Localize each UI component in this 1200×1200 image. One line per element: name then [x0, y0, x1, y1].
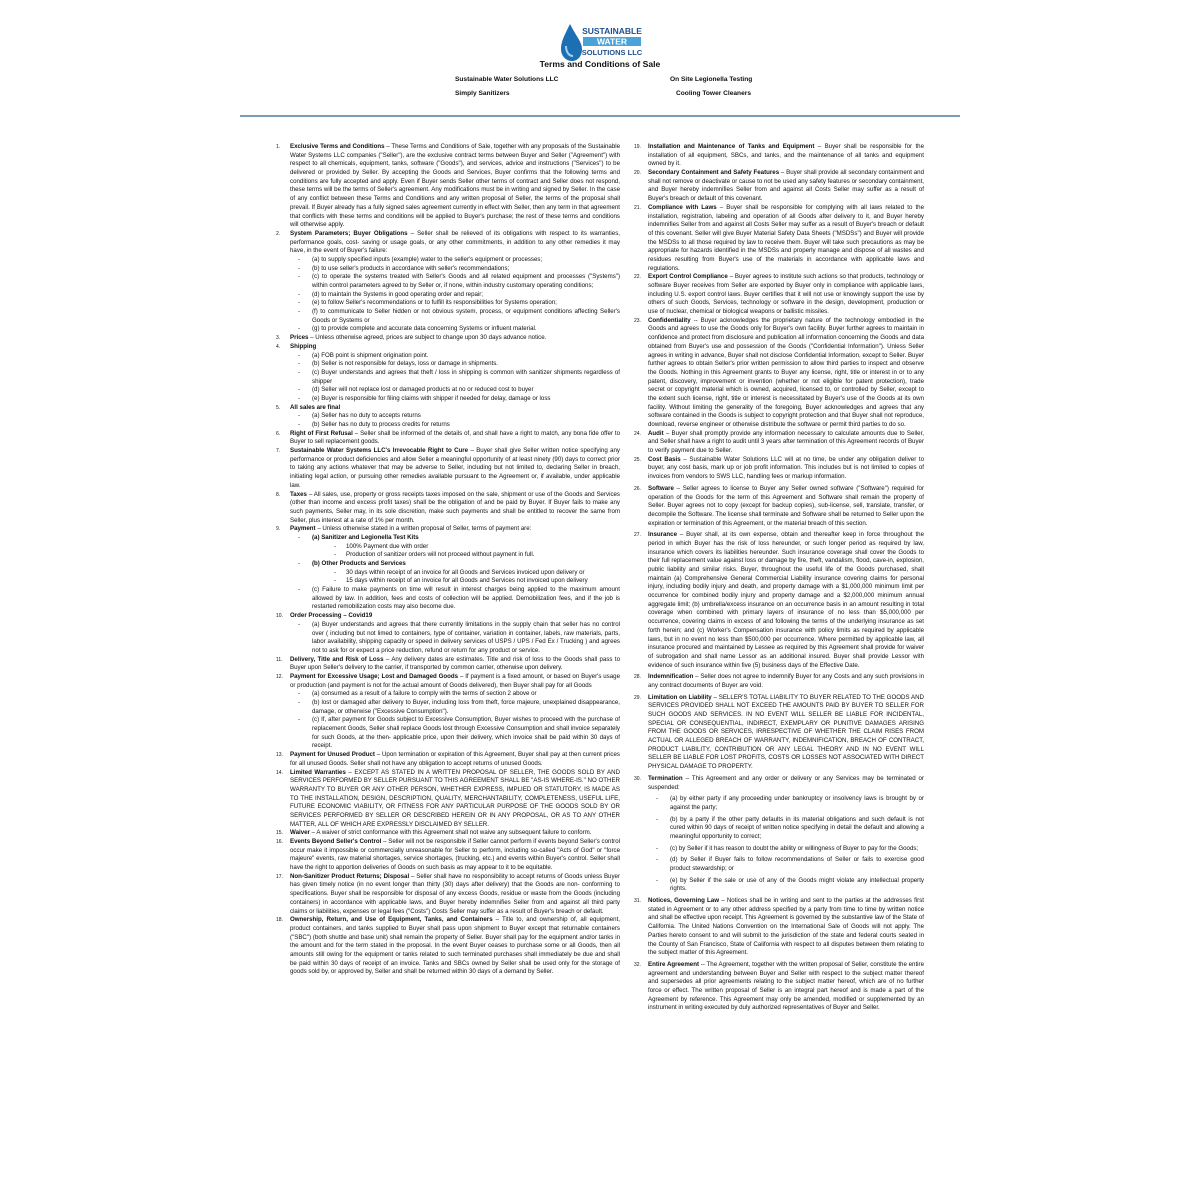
clause	[276, 916, 620, 977]
clause-bullet	[276, 386, 620, 395]
bullet-text: (b) Seller is not responsible for delays, loss or damage in shipments.	[312, 360, 499, 368]
clause-text: – Title to, and ownership of, all equipment, product containers, and tanks supplied to Buyer shall pass upon shipment to Buyer except that returnable containers ("SBC") (both shuttle and base unit) shall remain the property of Seller. Buyer shall pay for the equipment and/or tanks in the amount and for the term stated in the proposal. In the event Buyer ceases to purchase some or all Goods, then all amounts still owing for the equipment or tanks related to such terminated purchases shall immediately be due and shall be paid within 30 days of receipt of an invoice. Tanks and SBCs owned by Seller shall be used only for the storage of goods sold by, or approved by, Seller and shall be returned within 30 days of a demand by Seller.	[290, 916, 620, 976]
clause-number: 14.	[276, 769, 283, 776]
clause-number: 22.	[634, 274, 641, 281]
clause	[634, 204, 924, 274]
clause	[634, 317, 924, 430]
clause-title: Termination	[648, 774, 683, 782]
clause-body	[290, 230, 620, 256]
clause-title: Ownership, Return, and Use of Equipment, Tanks, and Containers	[290, 916, 493, 924]
clause	[276, 525, 620, 534]
clause-number: 6.	[276, 430, 281, 437]
clause-text: – Buyer shall give Seller written notice specifying any performance or product deficiencies and allow Seller a meaningful opportunity of at least ninety (90) days to correct prior to taking any actions whatever that may be adverse to Seller, including but not limited to, declaring Seller in breach, initiating legal action, or pursuing other remedies available pursuant to the Agreement or, if available, under applicable law.	[290, 447, 620, 489]
clause-bullet	[276, 265, 620, 274]
clause-title: Prices	[290, 334, 309, 342]
clause-bullet	[276, 621, 620, 656]
clause-title: Waiver	[290, 829, 310, 837]
clause-bullet	[276, 690, 620, 699]
clause	[276, 447, 620, 490]
clause-number: 21.	[634, 204, 641, 211]
clause	[276, 343, 620, 352]
clause-title: Entire Agreement	[648, 960, 700, 968]
clause-text: – Seller does not agree to indemnify Buyer for any Costs and any such provisions in any contract documents of Buyer are void.	[648, 673, 924, 689]
clause-title: Shipping	[290, 342, 317, 350]
bullet-text: (c) by Seller if it has reason to doubt the ability or willingness of Buyer to pay for the Goods;	[670, 844, 919, 852]
clause-text: – Buyer shall provide all secondary containment and shall not remove or deactivate or cause to not be used any safety features or secondary containment, and Buyer hereby indemnifies Seller from and against all Costs Seller may suffer as a result of Buyer's breach or default of this covenant.	[648, 169, 924, 203]
clause-text: – Upon termination or expiration of this Agreement, Buyer shall pay at then current prices for all unused Goods. Seller shall not have any obligation to accept returns of unused Goods.	[290, 751, 620, 767]
clause-body	[648, 204, 924, 274]
clause-text: – Buyer shall be responsible for the installation of all equipment, SBCs, and tanks, and the maintenance of all tanks and equipment owned by it.	[648, 143, 924, 168]
bullet-text: (c) Failure to make payments on time will result in interest charges being applied to the maximum amount allowed by law. In addition, fees and costs of collection will be applied. Demobilization fees, and if the job is restarted remobilization costs may also become due.	[312, 586, 620, 611]
clause-bullet	[276, 534, 620, 543]
clause	[276, 334, 620, 343]
clause-body	[290, 751, 620, 768]
clause-title: Payment for Excessive Usage; Lost and Damaged Goods	[290, 672, 459, 680]
clause-text: – All sales, use, property or gross receipts taxes imposed on the sale, shipment or use of the Goods and Services (other than income and excess profit taxes) shall be the obligation of and be paid by Buyer. If Buyer fails to make any such payments, Seller may, in its sole discretion, make such payments and shall be entitled to recover the same from Seller, plus interest at a rate of 1% per month.	[290, 490, 620, 524]
clause-bullet	[276, 699, 620, 716]
clause-title: Notices, Governing Law	[648, 897, 719, 905]
clause	[276, 430, 620, 447]
clause-bullet	[276, 273, 620, 290]
bullet-text: (d) Seller will not replace lost or damaged products at no or reduced cost to buyer	[312, 386, 534, 394]
clause	[634, 673, 924, 690]
bullet-text: (b) to use seller's products in accordance with seller's recommendations;	[312, 264, 510, 272]
clause-body	[290, 873, 620, 916]
clause-body	[290, 404, 620, 413]
clause	[634, 273, 924, 316]
clause-text: -- The Agreement, together with the written proposal of Seller, constitute the entire agreement and understanding between Buyer and Seller with respect to the subject matter thereof and supersedes all prior agreements relating to the subject matter hereof, which are of no further force or effect. The written proposal of Seller is an integral part hereof and is made a part of the Agreement by reference. This Agreement may only be amended, modified or supplemented by an instrument in writing executed by duly authorized representatives of Buyer and Seller.	[648, 960, 924, 1012]
logo-line-3: SOLUTIONS LLC	[581, 48, 643, 57]
clause-body	[648, 456, 924, 482]
clause-text: – This Agreement and any order or delivery or any Services may be terminated or suspended:	[648, 774, 924, 791]
clause-body	[648, 897, 924, 958]
clause-body	[648, 317, 924, 430]
clause-text: – Notices shall be in writing and sent to the parties at the addresses first stated in Agreement or to any other address specified by a party from time to time by written notice and shall be effective upon receipt. This Agreement is governed by the substantive law of the State of California. The United Nations Convention on the International Sale of Goods will not apply. The Parties hereto consent to and will submit to the jurisdiction of the state and federal courts seated in the County of San Francisco, State of California with respect to all disputes between them relating to the subject matter of this Agreement.	[648, 897, 924, 957]
clause-number: 1.	[276, 144, 281, 150]
clause-text: – Sustainable Water Solutions LLC will at no time, be under any obligation deliver to buyer, any cost basis, mark up or job profit information. This includes but is not limited to copies of invoices from vendors to SWS LLC, handling fees or markup information.	[648, 455, 924, 481]
clause	[634, 775, 924, 792]
clause-body	[648, 430, 924, 456]
clause-title: Limitation on Liability	[648, 693, 712, 701]
clause-number: 26.	[634, 485, 641, 492]
bullet-text: (e) Buyer is responsible for filing claims with shipper if needed for delay, damage or loss	[312, 394, 551, 402]
clause	[634, 430, 924, 456]
bullet-text: (e) by Seller if the sale or use of any of the Goods might violate any intellectual property rights.	[670, 876, 924, 893]
clause-text: – Buyer shall, at its own expense, obtain and thereafter keep in force throughout the period in which Buyer has the risk of loss hereunder, or such longer period as required by law, insurance which covers its liabilities hereunder. Such insurance coverage shall cover the Goods to their full replacement value against loss or damage by fire, theft, vandalism, flood, cave-in, explosion, public liability and similar risks. Buyer, throughout the useful life of the Goods purchased, shall maintain (a) Comprehensive General Commercial Liability insurance covering claims for personal injury, including bodily injury and death, and property damage with a $1,000,000 minimum limit per occurrence for combined bodily injury and property damage and a $2,000,000 minimum annual aggregate limit; (b) umbrella/excess insurance on an occurrence basis in an amount resulting in total coverage when combined with primary layers of insurance of no less than $5,000,000 per occurrence, covering claims in excess of and following the terms of the underlying insurance as set forth herein; and (c) Worker's Compensation insurance with policy limits as required by applicable laws, but in no event no less than $500,000 per occurrence. Where permitted by applicable law, all insurance procured and maintained by Lessee as required by this Agreement shall provide for waiver of subrogation and shall name Lessor as an additional insured. Buyer shall provide Lessor with evidence of such insurance within five (5) business days of the Effective Date.	[648, 531, 924, 669]
clause-title: Events Beyond Seller's Control	[290, 838, 382, 845]
clause-number: 32.	[634, 961, 641, 968]
clause-bullet	[276, 291, 620, 300]
clause-title: Limited Warranties	[290, 768, 346, 776]
bullet-text: (c) Buyer understands and agrees that theft / loss in shipping is common with sanitizer shipments regardless of shipper	[312, 368, 620, 385]
clause	[634, 531, 924, 670]
clause-body	[648, 961, 924, 1013]
clause	[634, 143, 924, 169]
clause-title: Non-Sanitizer Product Returns; Disposal	[290, 872, 410, 880]
clause-body	[290, 612, 620, 621]
clause-body	[290, 916, 620, 977]
clause-body	[290, 447, 620, 490]
clause-title: Payment for Unused Product	[290, 751, 375, 759]
clause-text: – Seller shall be relieved of its obligations with respect to its warranties, performance goals, cost- saving or usage goals, or any other commitments, in addition to any other remedies it may have, in the event of Buyer's failure:	[290, 229, 620, 255]
clause	[634, 485, 924, 528]
clause-bullet	[276, 352, 620, 361]
bullet-text: (c) If, after payment for Goods subject to Excessive Consumption, Buyer wishes to proceed with the purchase of replacement Goods, Seller shall replace Goods lost through Excessive Consumption and shall invoice separately for such Goods, at the then- applicable price, upon their delivery, which invoice shall be paid within 30 days of receipt.	[312, 716, 620, 750]
bullet-text: (e) to follow Seller's recommendations or to fulfill its responsibilities for Systems operation;	[312, 299, 557, 307]
division-simply-sanitizers: Simply Sanitizers	[455, 90, 510, 97]
clause-bullet	[634, 845, 924, 854]
clause-bullet	[276, 256, 620, 265]
clause	[276, 829, 620, 838]
bullet-text: (c) to operate the systems treated with Seller's Goods and all related equipment and processes ("Systems") within control parameters agreed to by Seller or, if none, within industry customary operating conditions;	[312, 273, 620, 289]
clause-bullet	[276, 586, 620, 612]
clause-sub-bullet: - 100% Payment due with order	[276, 543, 620, 552]
bullet-text: (b) by a party if the other party defaults in its material obligations and such default is not cured within 90 days of receipt of written notice specifying in detail the default and allowing a meaningful opportunity to correct;	[670, 815, 924, 840]
clause-text: – Seller agrees to license to Buyer any Seller owned software ("Software") required for operation of the Goods for the term of this Agreement and Software shall remain the property of Seller. Buyer agrees not to copy (except for backup copies), sub-license, sell, translate, transfer, or decompile the Software. The license shall terminate and Software shall be returned to Seller upon the expiration or termination of this Agreement, or the material breach of this section.	[648, 484, 924, 527]
clause-number: 7.	[276, 448, 281, 455]
clause	[276, 769, 620, 830]
clause-text: – Unless otherwise stated in a written proposal of Seller, terms of payment are:	[315, 525, 532, 533]
clause-bullet	[634, 877, 924, 894]
clause	[276, 873, 620, 916]
bullet-text: (b) lost or damaged after delivery to Buyer, including loss from theft, force majeure, unexplained disappearance, damage, or otherwise ("Excessive Consumption").	[312, 699, 620, 715]
clause-body	[648, 485, 924, 528]
clause	[634, 456, 924, 482]
clause-number: 25.	[634, 456, 641, 463]
clause-text: – Unless otherwise agreed, prices are subject to change upon 30 days advance notice.	[308, 334, 547, 342]
clause-body	[290, 334, 620, 343]
clause-title: Taxes	[290, 490, 307, 498]
clause-number: 19.	[634, 144, 641, 150]
clause-sub-bullet: - Production of sanitizer orders will not proceed without payment in full.	[276, 551, 620, 560]
bullet-text: (a) by either party if any proceeding under bankruptcy or insolvency laws is brought by or against the party;	[670, 795, 924, 811]
clause-text: – A waiver of strict conformance with this Agreement shall not waive any subsequent failure to conform.	[309, 829, 592, 837]
clause-body	[290, 525, 620, 534]
clause-sub-bullet: - 15 days within receipt of an invoice for all Goods and Services not invoiced upon delivery	[276, 577, 620, 586]
clause-body	[648, 273, 924, 316]
clause	[276, 751, 620, 768]
clause-bullet	[276, 360, 620, 369]
clause-title: Cost Basis	[648, 455, 681, 463]
clause-body	[290, 829, 620, 838]
clause-body	[290, 656, 620, 673]
clause-number: 18.	[276, 917, 283, 924]
clause-title: System Parameters; Buyer Obligations	[290, 229, 408, 237]
clause-title: Software	[648, 484, 674, 492]
clause	[276, 404, 620, 413]
clause	[276, 143, 620, 230]
logo-line-2: WATER	[596, 36, 628, 47]
clause-text: -- Buyer acknowledges the proprietary nature of the technology embodied in the Goods and agrees to use the Goods only for Buyer's own facility. Buyer further agrees to maintain in confidence and protect from disclosure and publication all information concerning the Goods and data obtained from Buyer's use and possession of the Goods ("Confidential Information"). Unless Seller agrees in writing in advance, Buyer shall not disclose Confidential Information, except to Seller. Buyer further agrees to obtain Seller's prior written permission to allow third parties to inspect and observe the Goods. Nothing in this Agreement grants to Buyer any license, right, title or interest in or to any patent, discovery, improvement or invention (whether or not eligible for patent protection), trade secret or copyright material which is owned, acquired, licensed to, or controlled by Seller, except to the extent such license, right, title or interest is necessitated by Buyer's use of the Goods at its own facility. Without limiting the generality of the foregoing, Buyer acknowledges and agrees that any software contained in the Goods is subject to copyright protection and that Buyer shall not reproduce, download, reverse engineer or otherwise distribute the software or permit third parties to do so.	[648, 316, 924, 428]
company-logo	[560, 22, 644, 64]
clause-number: 9.	[276, 526, 281, 533]
clause-title: Delivery, Title and Risk of Loss	[290, 655, 384, 663]
clause-bullet	[276, 716, 620, 751]
clause-body	[290, 838, 620, 873]
bullet-text: (a) Sanitizer and Legionella Test Kits	[312, 533, 419, 541]
clause-text: – Seller will not be responsible if Seller cannot perform if events beyond Seller's control occur make it impossible or commercially unreasonable for Seller to perform, including so-called "Acts of God" or "force majeure" events, raw material shortages, service shortages, (trucking, etc.) and events within Buyer's control. Seller shall have the right to apportion deliveries of Goods on such basis as may appear to it to be equitable.	[290, 838, 620, 872]
clause	[276, 673, 620, 690]
clause-body	[290, 491, 620, 526]
clause-number: 13.	[276, 752, 283, 759]
clause-body	[290, 769, 620, 830]
clause	[634, 961, 924, 1013]
clause-title: Export Control Compliance	[648, 273, 728, 281]
clause	[276, 656, 620, 673]
bullet-text: (a) consumed as a result of a failure to comply with the terms of section 2 above or	[312, 690, 537, 698]
clause-bullet	[276, 325, 620, 334]
clause-title: Indemnification	[648, 673, 694, 681]
bullet-text: (a) Buyer understands and agrees that there currently limitations in the supply chain that seller has no control over ( including but not limed to containers, type of container, variation in container, labels, raw materials, parts, labor availability, shipping capacity or speed in delivery services of USPS / UPS / Fed Ex / Trucking ) and agrees not to ask for or expect a price reduction, refund or return for any product or service.	[312, 620, 620, 654]
clause-bullet	[276, 369, 620, 386]
clause-number: 20.	[634, 170, 641, 177]
clause-text: – These Terms and Conditions of Sale, together with any proposals of the Sustainable Water Systems LLC companies ("Seller"), are the exclusive contract terms between Buyer and Seller ("Agreement") with respect to all chemicals, equipment, tanks, software ("Goods"), and services, advice and instructions ("Services") to be delivered or provided by Seller. By accepting the Goods and Services, Buyer confirms that the following terms and conditions are fully accepted and apply. Even if Buyer sends Seller other terms of contract and Seller does not respond, these terms will be the terms of Seller's agreement. Any modifications must be in writing and signed by Seller. In the case of any conflict between these Terms and Conditions and any written proposal of Seller, the terms of the proposal shall prevail. If Buyer already has a fully signed sales agreement currently in effect with Seller, then any term in that agreement that conflicts with these terms and conditions will be applied to Buyer's purchase; the rest of these terms and conditions will otherwise apply.	[290, 143, 621, 229]
clause-body	[648, 775, 924, 792]
clause-title: Installation and Maintenance of Tanks and Equipment	[648, 143, 815, 150]
clause-text: – Any delivery dates are estimates. Title and risk of loss to the Goods shall pass to Buyer upon Seller's delivery to the carrier, if transported by common carrier, otherwise upon delivery.	[290, 655, 620, 672]
clause-body	[290, 673, 620, 690]
clause-bullet	[276, 395, 620, 404]
clause-number: 28.	[634, 674, 641, 681]
clause-bullet	[276, 299, 620, 308]
clause-body	[648, 694, 924, 772]
clause-title: Insurance	[648, 531, 678, 539]
bullet-text: (a) Seller has no duty to accepts returns	[312, 412, 421, 420]
clause-bullet	[276, 412, 620, 421]
clause-text: – Buyer shall promptly provide any information necessary to calculate amounts due to Seller, and Seller shall have a right to audit until 3 years after termination of this Agreement records of Buyer to verify payment due to Seller.	[648, 429, 924, 455]
clause-title: Order Processing – Covid19	[290, 612, 373, 620]
clause-number: 11.	[276, 656, 283, 663]
left-column	[276, 143, 620, 977]
bullet-text: (b) Seller has no duty to process credits for returns	[312, 421, 450, 428]
clause-number: 27.	[634, 532, 641, 539]
service-legionella-testing: On Site Legionella Testing	[670, 76, 753, 83]
service-cooling-tower-cleaners: Cooling Tower Cleaners	[676, 90, 751, 97]
clause-number: 2.	[276, 230, 281, 237]
bullet-text: (a) to supply specified inputs (example) water to the seller's equipment or processes;	[312, 255, 543, 263]
clause-title: Confidentiality	[648, 316, 691, 324]
bullet-text: (d) to maintain the Systems in good operating order and repair;	[312, 290, 484, 298]
clause-number: 29.	[634, 694, 641, 701]
clause-title: Audit	[648, 429, 664, 437]
clause-bullet	[276, 308, 620, 325]
clause-bullet	[634, 816, 924, 842]
bullet-text: (f) to communicate to Seller hidden or not obvious system, process, or equipment conditions affecting Seller's Goods or Systems or	[312, 308, 620, 324]
bullet-text: (b) Other Products and Services	[312, 560, 406, 567]
clause-bullet	[276, 421, 620, 430]
clause-number: 5.	[276, 404, 281, 411]
clause-bullet	[276, 560, 620, 569]
clause-text: – EXCEPT AS STATED IN A WRITTEN PROPOSAL OF SELLER, THE GOODS SOLD BY AND SERVICES PERFORMED BY SELLER PURSUANT TO THIS AGREEMENT SHALL BE "AS-IS WHERE-IS." NO OTHER WARRANTY TO BUYER OR ANY OTHER PERSON, WHETHER EXPRESS, IMPLIED OR STATUTORY, IS MADE AS TO THE INSTALLATION, DESIGN, DESCRIPTION, QUALITY, MERCHANTABILITY, COMPLETENESS, USEFUL LIFE, FUTURE ECONOMIC VIABILITY, OR FITNESS FOR ANY PARTICULAR PURPOSE OF THE GOODS SOLD BY OR SERVICES PERFORMED BY SELLER OR DESCRIBED HEREIN OR IN ANY PROPOSAL, OR AS TO ANY OTHER MATTER, ALL OF WHICH ARE EXPRESSLY DISCLAIMED BY SELLER.	[290, 768, 621, 828]
clause-body	[290, 343, 620, 352]
clause-title: Compliance with Laws	[648, 203, 717, 211]
clause	[276, 491, 620, 526]
clause-number: 8.	[276, 491, 281, 498]
clause-number: 31.	[634, 898, 641, 905]
clause-title: Right of First Refusal	[290, 429, 353, 437]
clause-body	[648, 169, 924, 204]
clause-title: All sales are final	[290, 403, 341, 411]
bullet-text: (d) by Seller if Buyer fails to follow recommendations of Seller or fails to exercise good product stewardship; or	[670, 856, 924, 872]
clause-bullet	[634, 856, 924, 873]
clause	[276, 230, 620, 256]
clause-number: 4.	[276, 343, 281, 350]
clause-number: 23.	[634, 317, 641, 324]
company-name: Sustainable Water Solutions LLC	[455, 76, 559, 83]
header-divider	[240, 115, 960, 117]
clause	[634, 694, 924, 772]
right-column	[634, 143, 924, 1013]
document-title: Terms and Conditions of Sale	[539, 59, 661, 69]
bullet-text: (g) to provide complete and accurate data concerning Systems or influent material.	[312, 325, 537, 333]
clause-body	[648, 531, 924, 670]
clause	[634, 897, 924, 958]
clause-body	[290, 430, 620, 447]
clause	[276, 838, 620, 873]
clause-text: – If payment is a fixed amount, or based on Buyer's usage or production (and payment is not for the actual amount of Goods delivered), then Buyer shall pay for all Goods	[290, 672, 620, 689]
clause-number: 24.	[634, 430, 641, 437]
clause-number: 17.	[276, 873, 283, 880]
clause	[276, 612, 620, 621]
clause-text: – SELLER'S TOTAL LIABILITY TO BUYER RELATED TO THE GOODS AND SERVICES PROVIDED SHALL NOT EXCEED THE AMOUNTS PAID BY BUYER TO SELLER FOR SUCH GOODS AND SERVICES. IN NO EVENT WILL SELLER BE LIABLE FOR INCIDENTAL, SPECIAL OR CONSEQUENTIAL, INDIRECT, EXEMPLARY OR PUNITIVE DAMAGES ARISING FROM THE GOODS OR SERVICES, IRRESPECTIVE OF WHETHER THE CLAIM RISES FROM ACTUAL OR ALLEGED BREACH OF WARRANTY, INDEMNIFICATION, BREACH OF CONTRACT, PRODUCT LIABILITY, CONTRIBUTION OR ANY LEGAL THEORY AND IN NO EVENT WILL SELLER BE LIABLE FOR LOST PROFITS, COSTS OR LOSSES NOT ASSOCIATED WITH DIRECT PHYSICAL DAMAGE TO PROPERTY.	[648, 693, 924, 771]
clause-number: 30.	[634, 775, 641, 782]
clause-title: Payment	[290, 525, 316, 533]
clause-text: – Seller shall be informed of the details of, and shall have a right to match, any bona fide offer to Buyer to sell replacement goods.	[290, 429, 620, 446]
clause-text: – Buyer shall be responsible for complying with all laws related to the installation, registration, labeling and operation of all Goods after delivery to it, and Buyer hereby indemnifies Seller from and against all Costs Seller may suffer as a result of Buyer's breach or default of this covenant. Seller will give Buyer Material Safety Data Sheets ("MSDSs") and Buyer will provide the MSDSs to all those required by law to receive them. Buyer will take such precautions as may be appropriate for hazards identified in the MSDSs and properly manage and dispose of all wastes and residues resulting from Buyer's use of the materials in accordance with applicable laws and regulations.	[648, 203, 925, 272]
clause-bullet	[634, 795, 924, 812]
clause	[634, 169, 924, 204]
clause-text: – Buyer agrees to institute such actions so that products, technology or software Buyer receives from Seller are exported by Buyer only in compliance with applicable laws, including U.S. export control laws. Buyer certifies that it will not use or knowingly support the use by others of such Goods, Services, technology or software in the design, development, production or use of nuclear, chemical or biological weapons or ballistic missiles.	[648, 273, 924, 316]
logo-line-1: SUSTAINABLE	[582, 26, 642, 36]
clause-sub-bullet: - 30 days within receipt of an invoice for all Goods and Services invoiced upon delivery or	[276, 569, 620, 578]
clause-title: Sustainable Water Systems LLC's Irrevocable Right to Cure	[290, 447, 469, 455]
clause-number: 3.	[276, 335, 281, 342]
clause-title: Exclusive Terms and Conditions	[290, 143, 385, 150]
bullet-text: (a) FOB point is shipment origination point.	[312, 351, 429, 359]
clause-number: 10.	[276, 613, 283, 620]
clause-number: 12.	[276, 673, 283, 680]
clause-body	[290, 143, 620, 230]
clause-text: – Seller shall have no responsibility to accept returns of Goods unless Buyer has given timely notice (in no event longer than thirty (30) days after delivery) that the Goods are non- conforming to specifications. Buyer shall be responsible for disposal of any excess Goods, residue or waste from the Goods (including containers) in accordance with applicable laws, and Buyer hereby indemnifies Seller from and against all third party claims or liabilities, expenses or legal fees ("Costs") Costs Seller may suffer as a result of Buyer's breach or default.	[290, 872, 620, 915]
clause-number: 15.	[276, 830, 283, 837]
clause-number: 16.	[276, 839, 283, 845]
clause-body	[648, 673, 924, 690]
clause-title: Secondary Containment and Safety Features	[648, 169, 780, 177]
clause-body	[648, 143, 924, 169]
